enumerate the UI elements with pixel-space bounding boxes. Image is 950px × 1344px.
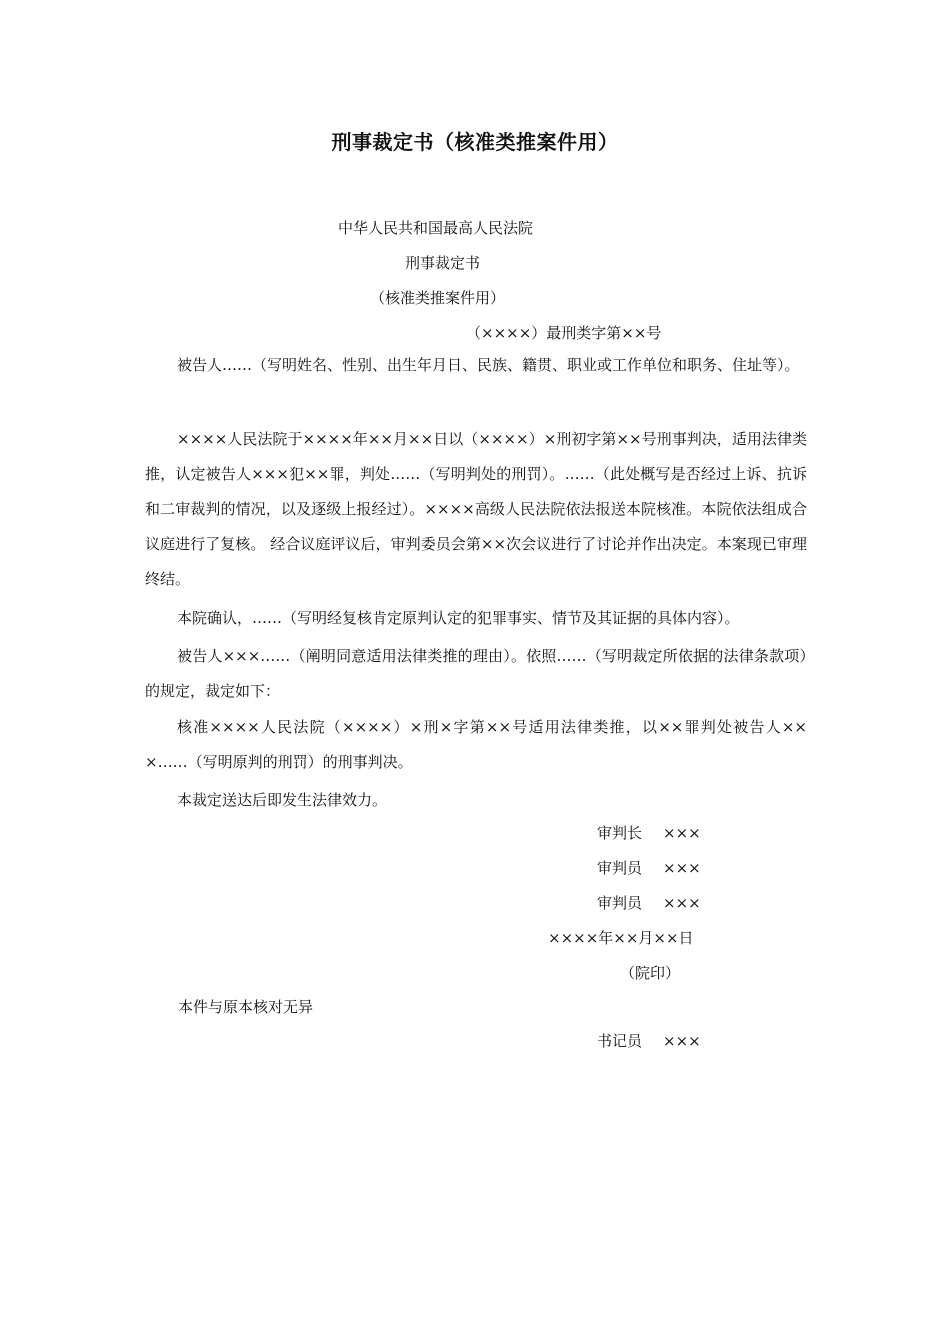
paragraph-effect: 本裁定送达后即发生法律效力。 — [177, 791, 388, 809]
signature-name: ××× — [663, 859, 701, 877]
signature-role: 审判员 — [597, 859, 643, 877]
signature-judge-1 — [597, 858, 701, 878]
court-name: 中华人民共和国最高人民法院 — [338, 219, 534, 237]
verification-note: 本件与原本核对无异 — [178, 998, 314, 1016]
signature-presiding-judge — [597, 823, 701, 843]
paragraph-facts: 本院确认，……（写明经复核肯定原判认定的犯罪事实、情节及其证据的具体内容）。 — [177, 609, 740, 627]
paragraph-ruling: 核准××××人民法院（××××）×刑×字第××号适用法律类推，以××罪判处被告人×××……（写明原判的刑罚）的刑事判决。 — [145, 718, 807, 771]
paragraph-defendant: 被告人……（写明姓名、性别、出生年月日、民族、籍贯、职业或工作单位和职务、住址等）。 — [177, 356, 800, 374]
paragraph-history: ××××人民法院于××××年××月××日以（××××）×刑初字第××号刑事判决，适用法律类推，认定被告人×××犯××罪，判处……（写明判处的刑罚）。……（此处概写是否经过上诉、抗诉和二审裁判的情况，以及逐级上报经过）。××××高级人民法院依法报送本院核准。本院依法组成合议庭进行了复核。 经合议庭评议后，审判委员会第××次会议进行了讨论并作出决定。本案现已审理终结。 — [145, 430, 807, 588]
court-seal-label: （院印） — [620, 964, 681, 982]
paragraph-reasoning: 被告人×××……（阐明同意适用法律类推的理由）。依照……（写明裁定所依据的法律条款项）的规定，裁定如下： — [145, 647, 807, 700]
signature-judge-2 — [597, 893, 701, 913]
signature-name: ××× — [663, 824, 701, 842]
ruling-date: ××××年××月××日 — [548, 929, 694, 947]
signature-name: ××× — [663, 1032, 701, 1050]
signature-role: 书记员 — [597, 1032, 643, 1050]
signature-role: 审判长 — [597, 824, 643, 842]
document-title: 刑事裁定书（核准类推案件用） — [331, 130, 619, 154]
case-number: （××××）最刑类字第××号 — [466, 324, 662, 342]
signature-role: 审判员 — [597, 894, 643, 912]
signature-name: ××× — [663, 894, 701, 912]
signature-clerk — [597, 1031, 701, 1051]
document-usage: （核准类推案件用） — [370, 289, 506, 307]
document-type: 刑事裁定书 — [405, 254, 481, 272]
